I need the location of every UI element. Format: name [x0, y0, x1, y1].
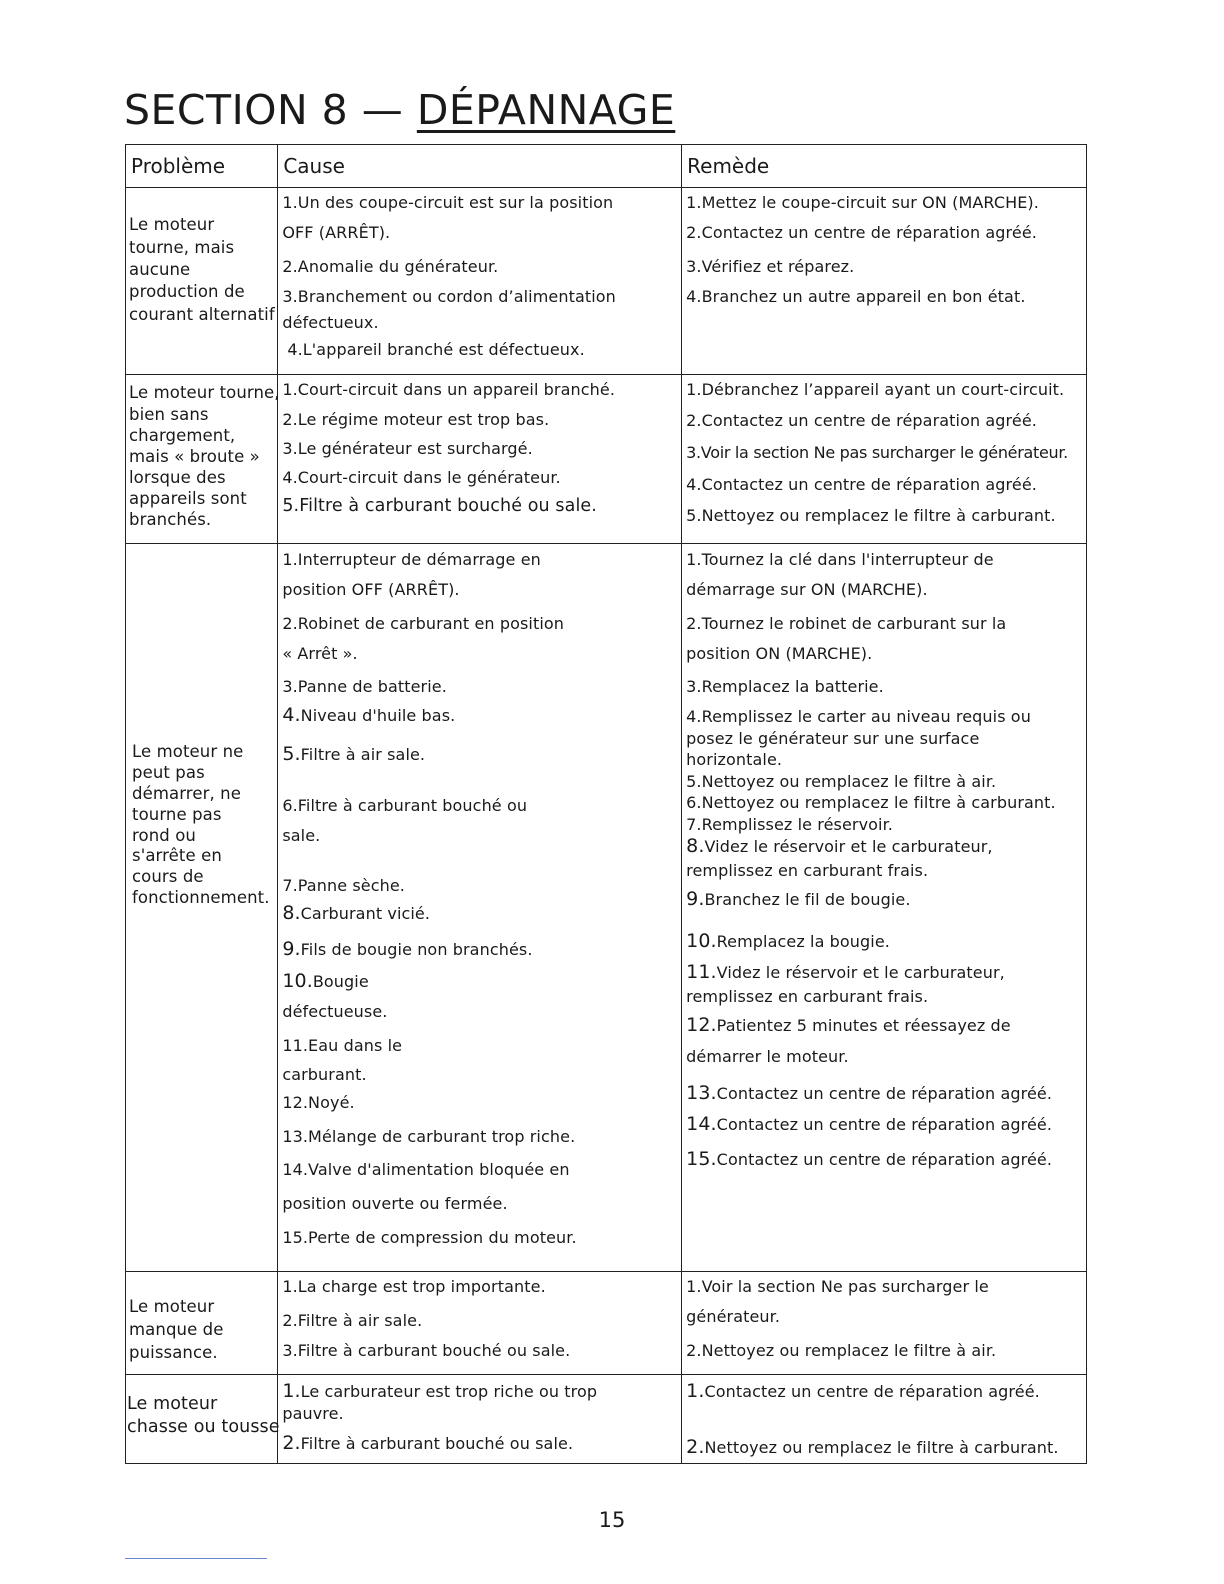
item-text: Le carburateur est trop riche ou trop — [300, 1382, 598, 1401]
remedy-line — [686, 836, 1084, 857]
item-text: Niveau d'huile bas. — [300, 706, 456, 725]
cause-line: sale. — [282, 826, 321, 845]
item-text: Filtre à air sale. — [300, 745, 426, 764]
remedy-line: 1.Voir la section Ne pas surcharger le — [686, 1277, 989, 1296]
page-number: 15 — [598, 1508, 626, 1532]
problem-line: aucune — [129, 260, 191, 279]
remedy-line: 2.Contactez un centre de réparation agréé. — [686, 223, 1037, 242]
problem-line: Le moteur tourne, — [129, 383, 280, 402]
cause-line: 3.Branchement ou cordon d’alimentation — [282, 287, 616, 306]
page-title — [124, 84, 675, 136]
cause-line — [282, 1381, 679, 1402]
remedy-line: 5.Nettoyez ou remplacez le filtre à carburant. — [686, 506, 1056, 525]
problem-line: fonctionnement. — [132, 888, 270, 907]
problem-line: lorsque des — [129, 468, 226, 487]
item-text: Branchez le fil de bougie. — [704, 890, 911, 909]
problem-line: s'arrête en — [132, 846, 222, 865]
troubleshooting-table — [125, 144, 1087, 1464]
problem-line: appareils sont — [129, 489, 247, 508]
remedy-line: remplissez en carburant frais. — [686, 861, 929, 880]
cause-line: 3.Le générateur est surchargé. — [282, 439, 533, 458]
remedy-line — [686, 1083, 1084, 1104]
item-number: 1. — [282, 1380, 301, 1402]
cause-line: 4.L'appareil branché est défectueux. — [287, 340, 585, 359]
cause-line — [282, 1433, 679, 1454]
item-text: Videz le réservoir et le carburateur, — [716, 963, 1005, 982]
problem-line: Le moteur ne — [132, 742, 244, 761]
cause-line: 14.Valve d'alimentation bloquée en — [282, 1160, 570, 1179]
problem-line: Le moteur — [127, 1394, 218, 1414]
item-number: 9. — [282, 938, 301, 960]
item-text: Bougie — [312, 972, 369, 991]
item-text: Patientez 5 minutes et réessayez de — [716, 1016, 1011, 1035]
item-number: 1. — [686, 1380, 705, 1402]
cause-line: 11.Eau dans le — [282, 1036, 403, 1055]
cause-line: 2.Anomalie du générateur. — [282, 257, 499, 276]
item-number: 12. — [686, 1014, 717, 1036]
item-text: Contactez un centre de réparation agréé. — [716, 1084, 1053, 1103]
item-text: Videz le réservoir et le carburateur, — [704, 837, 993, 856]
problem-line: chargement, — [129, 426, 236, 445]
cause-line — [282, 744, 679, 765]
title-prefix: SECTION 8 — — [124, 86, 417, 134]
problem-line: Le moteur — [129, 1297, 215, 1316]
cause-line: 12.Noyé. — [282, 1093, 355, 1112]
item-number: 5. — [282, 743, 301, 765]
item-number: 4. — [282, 704, 301, 726]
cause-line: 4.Court-circuit dans le générateur. — [282, 468, 561, 487]
cause-line: 6.Filtre à carburant bouché ou — [282, 796, 528, 815]
cause-line: position OFF (ARRÊT). — [282, 580, 460, 599]
remedy-line: 4.Remplissez le carter au niveau requis ou — [686, 707, 1031, 726]
problem-line: manque de — [129, 1320, 224, 1339]
cause-line: défectueux. — [282, 313, 379, 332]
problem-line: tourne, mais — [129, 238, 235, 257]
item-number: 2. — [282, 1432, 301, 1454]
item-number: 8. — [686, 835, 705, 857]
item-text: Carburant vicié. — [300, 904, 431, 923]
item-number: 14. — [686, 1113, 717, 1135]
item-text: Nettoyez ou remplacez le filtre à carburant. — [704, 1438, 1059, 1457]
remedy-line: 1.Tournez la clé dans l'interrupteur de — [686, 550, 994, 569]
problem-line: mais « broute » — [129, 447, 260, 466]
cause-line — [282, 705, 679, 726]
problem-line: puissance. — [129, 1343, 218, 1362]
problem-line: chasse ou tousse — [127, 1417, 280, 1437]
cause-line — [282, 971, 679, 992]
table-row — [126, 188, 1087, 375]
remedy-line: 3.Remplacez la batterie. — [686, 677, 884, 696]
remedy-line: horizontale. — [686, 750, 783, 769]
problem-line: branchés. — [129, 510, 212, 529]
remedy-line: remplissez en carburant frais. — [686, 987, 929, 1006]
cause-line: 2.Le régime moteur est trop bas. — [282, 410, 550, 429]
cause-line: 1.Interrupteur de démarrage en — [282, 550, 541, 569]
cause-line: 1.La charge est trop importante. — [282, 1277, 546, 1296]
remedy-line: 5.Nettoyez ou remplacez le filtre à air. — [686, 772, 997, 791]
table-row — [126, 1272, 1087, 1375]
remedy-line: démarrage sur ON (MARCHE). — [686, 580, 928, 599]
item-text: Remplacez la bougie. — [716, 932, 890, 951]
remedy-line — [686, 1381, 1084, 1402]
remedy-line: 6.Nettoyez ou remplacez le filtre à carburant. — [686, 793, 1056, 812]
cause-line: 2.Filtre à air sale. — [282, 1311, 423, 1330]
item-number: 8. — [282, 902, 301, 924]
remedy-line: position ON (MARCHE). — [686, 644, 873, 663]
problem-line: courant alternatif — [129, 305, 275, 324]
cause-line: pauvre. — [282, 1404, 344, 1423]
item-text: Contactez un centre de réparation agréé. — [716, 1115, 1053, 1134]
remedy-line: 2.Contactez un centre de réparation agréé. — [686, 411, 1037, 430]
cause-line: défectueuse. — [282, 1002, 388, 1021]
table-row — [126, 375, 1087, 544]
remedy-line: posez le générateur sur une surface — [686, 729, 980, 748]
remedy-line: 2.Tournez le robinet de carburant sur la — [686, 614, 1007, 633]
remedy-line: 1.Débranchez l’appareil ayant un court-circuit. — [686, 380, 1065, 399]
item-number: 10. — [686, 930, 717, 952]
problem-line: rond ou — [132, 826, 196, 845]
problem-line: production de — [129, 282, 245, 301]
cause-line: 1.Un des coupe-circuit est sur la position — [282, 193, 614, 212]
cause-line: 13.Mélange de carburant trop riche. — [282, 1127, 576, 1146]
item-number: 15. — [686, 1148, 717, 1170]
item-number: 9. — [686, 888, 705, 910]
remedy-line — [686, 962, 1084, 983]
item-number: 13. — [686, 1082, 717, 1104]
remedy-line — [686, 889, 1084, 910]
header-problem: Problème — [126, 145, 278, 188]
item-number: 2. — [686, 1436, 705, 1458]
cause-line: 7.Panne sèche. — [282, 876, 405, 895]
problem-line: peut pas — [132, 763, 205, 782]
cause-line: OFF (ARRÊT). — [282, 223, 391, 242]
title-underlined: DÉPANNAGE — [416, 86, 676, 134]
remedy-line: générateur. — [686, 1307, 781, 1326]
problem-line: cours de — [132, 867, 204, 886]
remedy-line: 4.Branchez un autre appareil en bon état. — [686, 287, 1026, 306]
cause-line: position ouverte ou fermée. — [282, 1194, 508, 1213]
problem-line: tourne pas — [132, 805, 222, 824]
cause-line — [282, 903, 679, 924]
item-text: Contactez un centre de réparation agréé. — [704, 1382, 1040, 1401]
cause-line: carburant. — [282, 1065, 367, 1084]
item-text: Fils de bougie non branchés. — [300, 940, 533, 959]
table-header-row — [126, 145, 1087, 188]
problem-line: Le moteur — [129, 215, 215, 234]
cause-line: 15.Perte de compression du moteur. — [282, 1228, 577, 1247]
item-number: 11. — [686, 961, 717, 983]
cause-line: 3.Filtre à carburant bouché ou sale. — [282, 1341, 571, 1360]
header-cause: Cause — [278, 145, 682, 188]
remedy-line — [686, 1149, 1084, 1170]
cause-line: 5.Filtre à carburant bouché ou sale. — [282, 496, 597, 516]
cause-line: 1.Court-circuit dans un appareil branché. — [282, 380, 616, 399]
problem-line: démarrer, ne — [132, 784, 241, 803]
remedy-line: 7.Remplissez le réservoir. — [686, 815, 893, 834]
remedy-line: 3.Vérifiez et réparez. — [686, 257, 855, 276]
remedy-line: 4.Contactez un centre de réparation agréé. — [686, 475, 1037, 494]
table-row — [126, 544, 1087, 1272]
problem-line: bien sans — [129, 405, 209, 424]
item-text: Contactez un centre de réparation agréé. — [716, 1150, 1053, 1169]
remedy-line: 2.Nettoyez ou remplacez le filtre à air. — [686, 1341, 997, 1360]
remedy-line — [686, 1114, 1084, 1135]
remedy-line: démarrer le moteur. — [686, 1047, 849, 1066]
remedy-line — [686, 931, 1084, 952]
remedy-line — [686, 1437, 1084, 1458]
item-text: Filtre à carburant bouché ou sale. — [300, 1434, 574, 1453]
cause-line: 3.Panne de batterie. — [282, 677, 447, 696]
remedy-line — [686, 1015, 1084, 1036]
header-remedy: Remède — [682, 145, 1087, 188]
remedy-line: 3.Voir la section Ne pas surcharger le générateur. — [686, 443, 1068, 462]
cause-line: 2.Robinet de carburant en position — [282, 614, 565, 633]
cause-line: « Arrêt ». — [282, 644, 358, 663]
item-number: 10. — [282, 970, 313, 992]
remedy-line: 1.Mettez le coupe-circuit sur ON (MARCHE). — [686, 193, 1039, 212]
cause-line — [282, 939, 679, 960]
footnote-separator — [125, 1558, 267, 1559]
table-row — [126, 1375, 1087, 1464]
